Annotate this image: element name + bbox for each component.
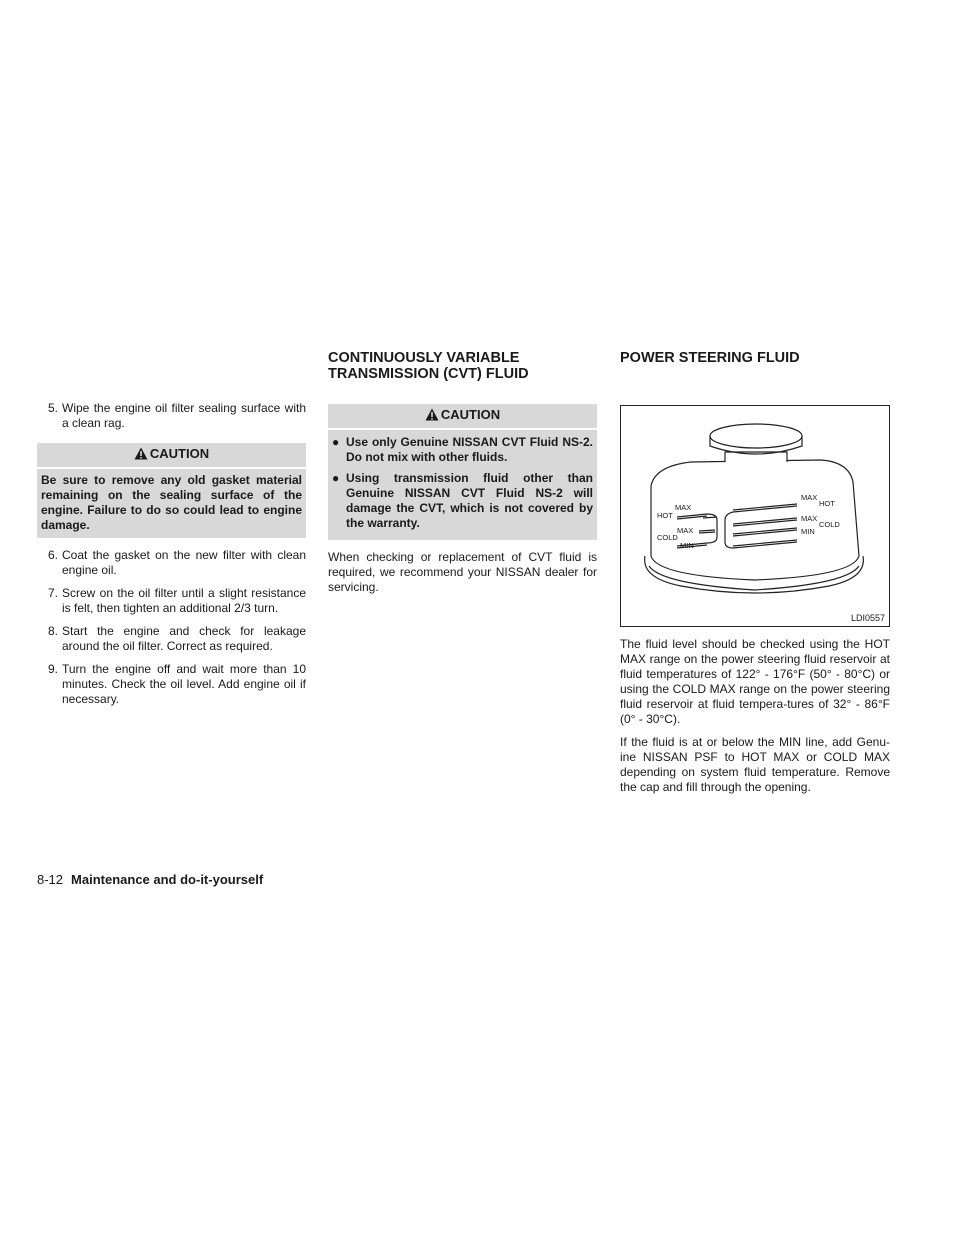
caution-body: Be sure to remove any old gasket material remaining on the sealing surface of the engine. Failure to do so could lead to engine damage. bbox=[41, 473, 302, 532]
caution-title: CAUTION bbox=[37, 443, 306, 469]
label-right-min: MIN bbox=[801, 527, 815, 536]
power-steering-paragraph-1: The fluid level should be checked using the HOT MAX range on the power steering fluid reservoir at fluid temperatures of 122° - 176°F (50° - 80°C) or using the COLD MAX range on the power steering fluid reservoir at fluid tempera-tures of 32° - 86°F (0° - 30°C). bbox=[620, 637, 890, 726]
label-left-max-bottom: MAX bbox=[677, 526, 694, 535]
warning-triangle-icon bbox=[425, 408, 439, 425]
reservoir-figure bbox=[620, 405, 890, 627]
reservoir-illustration bbox=[621, 406, 889, 626]
warning-triangle-icon bbox=[134, 447, 148, 464]
caution-bullet: ● Using transmission fluid other than Genuine NISSAN CVT Fluid NS-2 will damage the CVT, which is not covered by the warranty. bbox=[332, 471, 593, 530]
page-footer bbox=[37, 872, 263, 888]
label-left-max-top: MAX bbox=[675, 503, 692, 512]
caution-box-oil-filter bbox=[37, 443, 306, 538]
page-number: 8-12 bbox=[37, 872, 64, 887]
step-text: Wipe the engine oil filter sealing surface with a clean rag. bbox=[62, 401, 306, 430]
column-left bbox=[37, 401, 306, 715]
bullet-dot-icon: ● bbox=[332, 435, 340, 449]
section-heading-cvt: CONTINUOUSLY VARIABLE TRANSMISSION (CVT) FLUID bbox=[328, 350, 529, 382]
section-title: Maintenance and do-it-yourself bbox=[71, 872, 264, 887]
label-left-cold: COLD bbox=[657, 533, 678, 542]
column-middle bbox=[328, 350, 597, 603]
caution-bullet: ● Use only Genuine NISSAN CVT Fluid NS-2. Do not mix with other fluids. bbox=[332, 435, 593, 464]
step-9: 9. Turn the engine off and wait more than 10 minutes. Check the oil level. Add engine oil if necessary. bbox=[47, 662, 306, 706]
step-number: 5. bbox=[47, 401, 58, 415]
bullet-dot-icon: ● bbox=[332, 471, 340, 485]
power-steering-paragraph-2: If the fluid is at or below the MIN line, add Genu-ine NISSAN PSF to HOT MAX or COLD MAX depending on system fluid temperature. Remove the cap and fill through the opening. bbox=[620, 735, 890, 794]
column-right bbox=[620, 350, 890, 803]
step-6: 6. Coat the gasket on the new filter with clean engine oil. bbox=[47, 548, 306, 577]
caution-title: CAUTION bbox=[328, 404, 597, 430]
step-7: 7. Screw on the oil filter until a slight resistance is felt, then tighten an additional 2/3 turn. bbox=[47, 586, 306, 615]
step-5 bbox=[37, 401, 306, 431]
label-left-min: MIN bbox=[680, 541, 694, 550]
label-left-hot: HOT bbox=[657, 511, 673, 520]
caution-box-cvt bbox=[328, 404, 597, 540]
figure-code: LDI0557 bbox=[850, 613, 885, 623]
label-right-max-top: MAX bbox=[801, 493, 818, 502]
cvt-paragraph: When checking or replacement of CVT fluid is required, we recommend your NISSAN dealer for servicing. bbox=[328, 550, 597, 594]
label-right-hot: HOT bbox=[819, 499, 835, 508]
section-heading-power-steering: POWER STEERING FLUID bbox=[620, 350, 800, 366]
caution-bullets bbox=[328, 430, 597, 540]
step-8: 8. Start the engine and check for leakage around the oil filter. Correct as required. bbox=[47, 624, 306, 653]
label-right-cold: COLD bbox=[819, 520, 840, 529]
label-right-max-bottom: MAX bbox=[801, 514, 818, 523]
